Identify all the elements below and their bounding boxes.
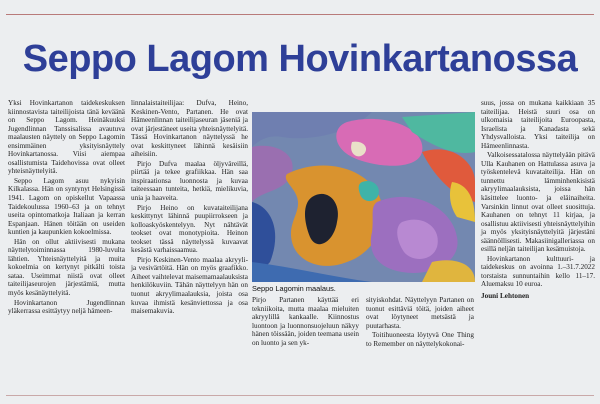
paragraph: Hovinkartanon Jugendlinnan yläkerrassa esittäytyy neljä hämeen-	[8, 298, 125, 316]
article-headline: Seppo Lagom Hovinkartanossa	[22, 38, 578, 80]
top-rule	[6, 14, 594, 15]
paragraph: Toitihuoneesta löytyvä One Thing to Remember on näyttelykokonai-	[366, 331, 474, 348]
paragraph: suus, jossa on mukana kaikkiaan 35 taiteilijaa. Heistä suuri osa on ulkomaisia taiteilijoita Euroopasta, Israelista ja Kanadasta sekä Yhdysvalloista. Yksi taiteilija on Hämeenlinnasta.	[481, 99, 595, 150]
paragraph: Hän on ollut aktiivisesti mukana näyttelytoiminnassa 1980-luvulta lähtien. Yhteisnäyttelyitä ja muita kokoelmia on kertynyt pitkälti toista sataa. Useimmat niistä ovat olleet taiteilijaseurojen järjestämiä, mutta myös kesänäyttelyitä.	[8, 237, 125, 298]
paragraph: Pirjo Keskinen-Vento maalaa akryyli- ja vesivärtöitä. Hän on myös graafikko. Aiheet vaihtelevat maisemamaalauksista henkilökuviin. Tähän näyttelyyn hän on tuonut akryylimaalauksia, joista osa kuvaa ihmistä kesänviettossa ja osa maisemakuvia.	[131, 255, 248, 316]
image-caption: Seppo Lagomin maalaus.	[252, 284, 336, 293]
painting-image	[252, 112, 475, 282]
column-bottom-1	[252, 296, 359, 348]
paragraph: Pirjo Heino on kuvataiteilijana keskittynyt lähinnä puupiirrokseen ja kolloaskyöskentelyyn. Nyt nähtävät teokset ovat monotypioita. Heinon teokset tässä näyttelyssä kuvaavat kesästä varhaissaamua.	[131, 203, 248, 255]
paragraph: Valkoisessatalossa näyttelyään pitävä Ulla Kauhanen on Hattulassa asuva ja työskentelevä kuvataiteilija. Hän on tunnettu lämminhenkisistä akryylimaalauksista, joissa hän käsittelee luonto- ja eläinaiheita. Varsinkin linnut ovat olleet suosittuja. Kauhanen on tehnyt 11 kirjaa, ja osallistuu aktiivisesti yhteisnäyttelyihin ja myös yksityisnäyttelyitä järjestäni säännöllisesti. Makasiinigalleriassa on esillä neljän taiteilijan kesämuistoja.	[481, 151, 595, 254]
paragraph: Hovinkartanon kulttuuri- ja taidekeskus on avoinna 1.–31.7.2022 torstaista sunnuntaihin kello 11–17. Aluemaksu 10 euroa.	[481, 254, 595, 289]
paragraph: Pirjo Dufva maalaa öljyväreillä, piirtää ja tekee grafiikkaa. Hän saa inspiraationsa luonnosta ja kuvaa taiteessaan tunteita, hetkiä, mielikuvia, unia ja haaveita.	[131, 159, 248, 203]
bottom-rule	[6, 395, 594, 396]
paragraph: Yksi Hovinkartanon taidekeskuksen kiinnostavista taiteilijoista tänä keväänä on Seppo Lagom. Heinäkuuksi Jugendlinnan Tanssisalissa avautuva maalausten näyttely on Seppo Lagomin ensimmäinen yksityisnäyttely Hovinkartanossa. Viisi aiempaa osallistumista Taidehovissa ovat olleet yhteisnäyttelyitä.	[8, 99, 125, 176]
paragraph: Seppo Lagom asuu nykyisin Kilkalassa. Hän on syntynyt Helsingissä 1941. Lagom on opiskellut Vapaassa Taidekoulussa 1960–63 ja on tehnyt useita opintomatkoja Italiaan ja kerran Espanjaan. Hänen töitään on useiden kuntien ja kaupunkien kokoelmissa.	[8, 176, 125, 237]
column-3	[481, 99, 595, 302]
paragraph: Pirjo Partanen käyttää eri tekniikoita, mutta maalaa mieluiten akryylillä kankaalle. Kiinnostus luontoon ja luonnonsuojeluun näkyy hänen töissään, joiden teemana usein on luonto ja sen yk-	[252, 296, 359, 347]
paragraph: linnalaistaiteilijaa: Dufva, Heino, Keskinen-Vento, Partanen. He ovat Hämeenlinnan taiteilijaseuran jäseniä ja ovat järjestäneet useita yhteisnäyttelyitä. Tässä Hovinkartanon näyttelyssä he ovat keskittyneet lähinnä kesäisiin aiheisiin.	[131, 99, 248, 159]
column-1	[8, 99, 125, 317]
column-2	[131, 99, 248, 317]
paragraph: sityiskohdat. Näyttelyyn Partanen on tuonut esittäviä töitä, joiden aiheet ovat löytyneet metsästä ja puutarhasta.	[366, 296, 474, 330]
column-bottom-2	[366, 296, 474, 349]
author-signature: Jouni Lehtonen	[481, 292, 530, 301]
